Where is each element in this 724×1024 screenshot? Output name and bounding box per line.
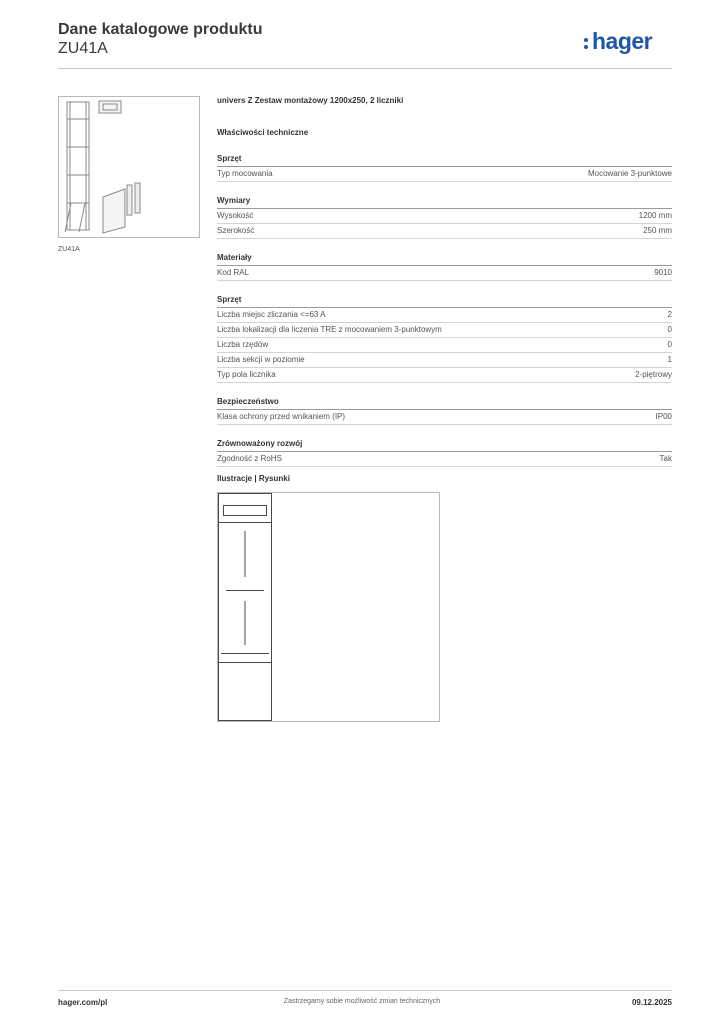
spec-value: 9010	[654, 268, 672, 277]
spec-row	[217, 209, 672, 224]
spec-value: 250 mm	[643, 226, 672, 235]
section-safety	[217, 397, 672, 425]
section-hardware-2	[217, 295, 672, 383]
spec-row	[217, 452, 672, 467]
spec-sheet	[217, 96, 672, 467]
product-code: ZU41A	[58, 40, 108, 57]
spec-value: 1200 mm	[638, 211, 672, 220]
section-dimensions	[217, 196, 672, 239]
spec-row	[217, 353, 672, 368]
spec-value: 2	[667, 310, 672, 319]
spec-value: 0	[667, 340, 672, 349]
spec-row	[217, 368, 672, 383]
page-title: Dane katalogowe produktu	[58, 21, 263, 38]
spec-value: 1	[667, 355, 672, 364]
footer-website-link[interactable]: hager.com/pl	[58, 998, 108, 1007]
spec-value: 2-piętrowy	[635, 370, 672, 379]
spec-label: Klasa ochrony przed wnikaniem (IP)	[217, 412, 346, 421]
spec-label: Liczba sekcji w poziomie	[217, 355, 305, 364]
spec-row	[217, 338, 672, 353]
header-divider	[58, 68, 672, 69]
section-title: Materiały	[217, 253, 672, 266]
spec-label: Kod RAL	[217, 268, 250, 277]
spec-value: Tak	[659, 454, 672, 463]
product-image	[58, 96, 200, 238]
spec-row	[217, 308, 672, 323]
section-title: Sprzęt	[217, 295, 672, 308]
spec-value: 0	[667, 325, 672, 334]
spec-label: Zgodność z RoHS	[217, 454, 282, 463]
spec-row	[217, 224, 672, 239]
spec-row	[217, 323, 672, 338]
technical-drawing	[217, 492, 440, 722]
spec-label: Liczba miejsc zliczania <=63 A	[217, 310, 326, 319]
spec-label: Wysokość	[217, 211, 254, 220]
footer-divider	[58, 990, 672, 991]
spec-row	[217, 266, 672, 281]
product-image-caption: ZU41A	[58, 246, 80, 253]
spec-label: Liczba lokalizacji dla liczenia TRE z mocowaniem 3-punktowym	[217, 325, 442, 334]
properties-heading: Właściwości techniczne	[217, 128, 309, 137]
section-title: Zrównoważony rozwój	[217, 439, 672, 452]
logo-dots-icon	[584, 38, 589, 52]
footer-disclaimer: Zastrzegamy sobie możliwość zmian technicznych	[283, 998, 441, 1005]
spec-label: Liczba rzędów	[217, 340, 269, 349]
illustrations-heading: Ilustracje | Rysunki	[217, 474, 290, 483]
spec-row	[217, 167, 672, 182]
section-title: Sprzęt	[217, 154, 672, 167]
spec-row	[217, 410, 672, 425]
spec-label: Typ mocowania	[217, 169, 273, 178]
hager-logo: hager	[592, 28, 653, 54]
spec-label: Szerokość	[217, 226, 255, 235]
front-view-drawing-icon	[218, 493, 439, 721]
section-materials	[217, 253, 672, 281]
section-hardware	[217, 154, 672, 182]
section-sustainability	[217, 439, 672, 467]
spec-value: Mocowanie 3-punktowe	[587, 169, 672, 178]
spec-value: IP00	[655, 412, 672, 421]
product-name: univers Z Zestaw montażowy 1200x250, 2 liczniki	[217, 96, 404, 105]
section-title: Wymiary	[217, 196, 672, 209]
footer-date: 09.12.2025	[631, 998, 672, 1007]
section-title: Bezpieczeństwo	[217, 397, 672, 410]
spec-label: Typ pola licznika	[217, 370, 276, 379]
mounting-kit-illustration-icon	[59, 97, 199, 237]
